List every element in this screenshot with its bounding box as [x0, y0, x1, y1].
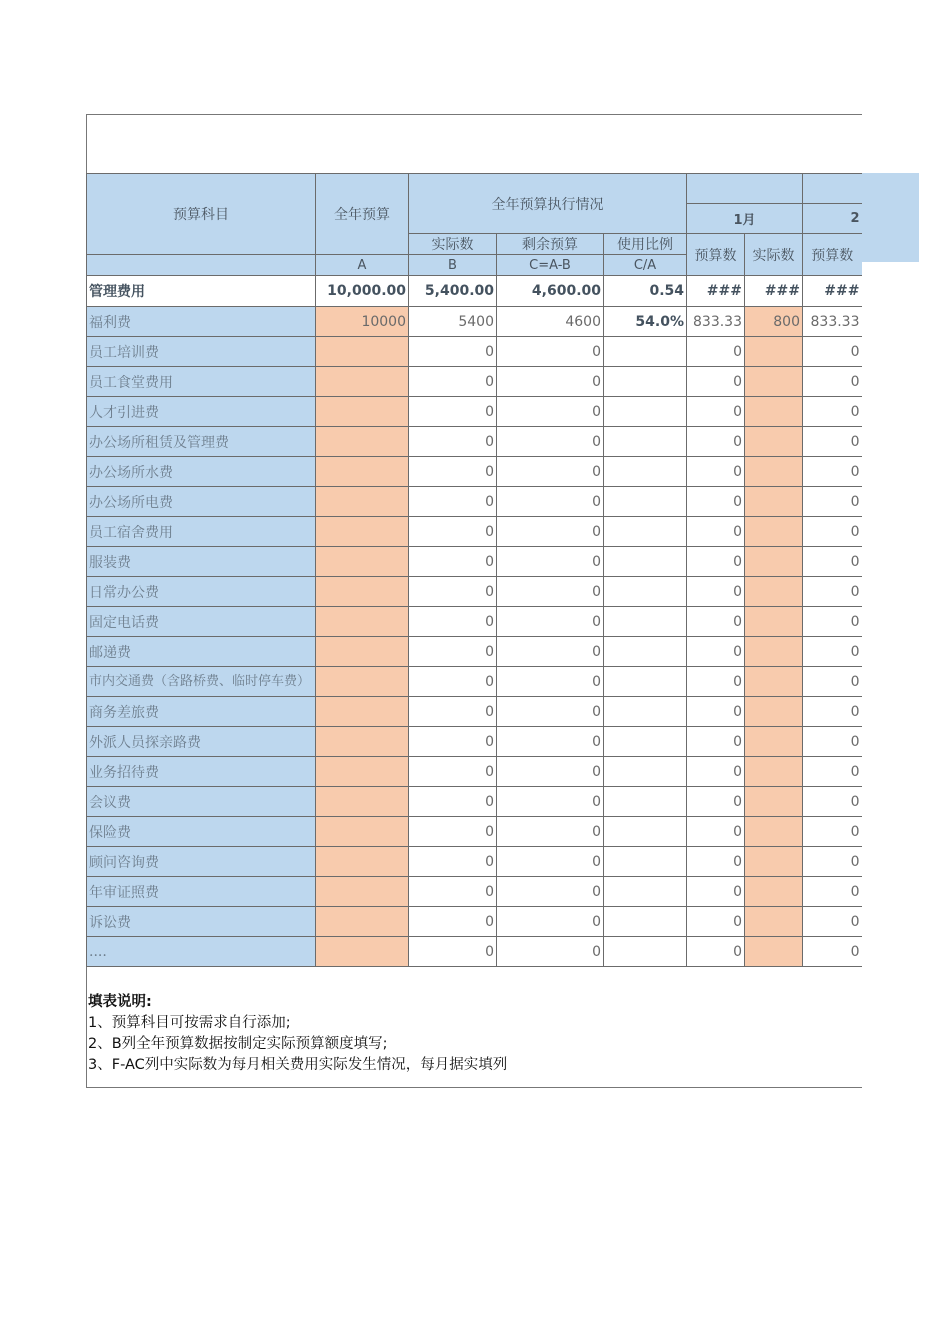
row-item-name[interactable]: 诉讼费 — [87, 907, 316, 937]
header-month-group-blank — [687, 174, 803, 204]
row-m1-actual[interactable] — [745, 367, 803, 397]
row-m2-budget[interactable]: 0 — [803, 787, 862, 817]
row-m2-budget[interactable]: 0 — [803, 757, 862, 787]
row-remaining[interactable]: 0 — [497, 787, 604, 817]
header-m1-actual: 实际数 — [745, 234, 803, 276]
row-actual[interactable]: 0 — [409, 847, 497, 877]
row-m1-budget[interactable]: 0 — [687, 817, 745, 847]
row-m1-actual[interactable] — [745, 907, 803, 937]
summary-remaining[interactable]: 4,600.00 — [497, 276, 604, 307]
row-m1-actual[interactable] — [745, 337, 803, 367]
row-remaining[interactable]: 0 — [497, 517, 604, 547]
row-m1-budget[interactable]: 0 — [687, 727, 745, 757]
row-m1-actual[interactable] — [745, 817, 803, 847]
table-row — [87, 397, 862, 427]
row-m1-budget[interactable]: 0 — [687, 877, 745, 907]
row-actual[interactable]: 5400 — [409, 307, 497, 337]
row-remaining[interactable]: 0 — [497, 667, 604, 697]
row-m1-actual[interactable] — [745, 457, 803, 487]
row-usage-ratio[interactable] — [604, 937, 687, 967]
table-row — [87, 727, 862, 757]
row-annual-budget[interactable] — [316, 577, 409, 607]
row-actual[interactable]: 0 — [409, 577, 497, 607]
row-item-name[interactable]: 会议费 — [87, 787, 316, 817]
row-item-name[interactable]: 保险费 — [87, 817, 316, 847]
row-usage-ratio[interactable] — [604, 457, 687, 487]
notes-title: 填表说明: — [88, 994, 152, 1010]
header-usage-ratio: 使用比例 — [604, 234, 687, 255]
row-m2-budget[interactable]: 0 — [803, 577, 862, 607]
row-m1-actual[interactable] — [745, 697, 803, 727]
table-row — [87, 877, 862, 907]
row-usage-ratio[interactable] — [604, 817, 687, 847]
row-m1-budget[interactable]: 0 — [687, 937, 745, 967]
row-remaining[interactable]: 0 — [497, 397, 604, 427]
row-annual-budget[interactable] — [316, 637, 409, 667]
row-item-name[interactable]: 办公场所租赁及管理费 — [87, 427, 316, 457]
header-m1-budget: 预算数 — [687, 234, 745, 276]
row-m1-actual[interactable] — [745, 667, 803, 697]
summary-label[interactable]: 管理费用 — [87, 276, 316, 307]
row-m1-budget[interactable]: 833.33 — [687, 307, 745, 337]
row-m1-actual[interactable] — [745, 397, 803, 427]
row-remaining[interactable]: 0 — [497, 427, 604, 457]
row-m2-budget[interactable]: 0 — [803, 907, 862, 937]
row-remaining[interactable]: 0 — [497, 457, 604, 487]
table-row — [87, 787, 862, 817]
row-remaining[interactable]: 0 — [497, 577, 604, 607]
row-m1-budget[interactable]: 0 — [687, 397, 745, 427]
row-m1-actual[interactable] — [745, 607, 803, 637]
notes-line: 1、预算科目可按需求自行添加; — [88, 1015, 291, 1031]
row-m1-budget[interactable]: 0 — [687, 637, 745, 667]
row-m2-budget[interactable]: 0 — [803, 847, 862, 877]
row-m1-budget[interactable]: 0 — [687, 907, 745, 937]
row-remaining[interactable]: 0 — [497, 367, 604, 397]
row-m1-actual[interactable] — [745, 727, 803, 757]
row-annual-budget[interactable] — [316, 607, 409, 637]
row-annual-budget[interactable] — [316, 757, 409, 787]
row-annual-budget[interactable] — [316, 547, 409, 577]
row-m2-budget[interactable]: 0 — [803, 667, 862, 697]
row-item-name[interactable]: 人才引进费 — [87, 397, 316, 427]
row-usage-ratio[interactable] — [604, 427, 687, 457]
row-remaining[interactable]: 0 — [497, 337, 604, 367]
row-annual-budget[interactable] — [316, 847, 409, 877]
row-annual-budget[interactable] — [316, 727, 409, 757]
row-usage-ratio[interactable] — [604, 607, 687, 637]
row-m2-budget[interactable]: 0 — [803, 877, 862, 907]
row-remaining[interactable]: 0 — [497, 907, 604, 937]
table-row — [87, 337, 862, 367]
row-annual-budget[interactable] — [316, 937, 409, 967]
row-item-name[interactable]: 日常办公费 — [87, 577, 316, 607]
row-m1-actual[interactable] — [745, 847, 803, 877]
table-row — [87, 697, 862, 727]
row-usage-ratio[interactable] — [604, 787, 687, 817]
sheet-frame-bottom — [86, 1087, 862, 1088]
row-usage-ratio[interactable] — [604, 877, 687, 907]
row-remaining[interactable]: 0 — [497, 877, 604, 907]
summary-annual[interactable]: 10,000.00 — [316, 276, 409, 307]
row-actual[interactable]: 0 — [409, 457, 497, 487]
row-m1-budget[interactable]: 0 — [687, 337, 745, 367]
row-m1-actual[interactable] — [745, 937, 803, 967]
row-m2-budget[interactable]: 0 — [803, 637, 862, 667]
row-m2-budget[interactable]: 0 — [803, 457, 862, 487]
table-row — [87, 607, 862, 637]
row-m1-actual[interactable] — [745, 487, 803, 517]
row-item-name[interactable]: 办公场所水费 — [87, 457, 316, 487]
table-row — [87, 577, 862, 607]
row-usage-ratio[interactable] — [604, 847, 687, 877]
header-overflow-fill — [861, 173, 919, 262]
summary-m1-actual[interactable]: ### — [745, 276, 803, 307]
row-remaining[interactable]: 0 — [497, 697, 604, 727]
row-actual[interactable]: 0 — [409, 697, 497, 727]
row-m2-budget[interactable]: 0 — [803, 337, 862, 367]
row-m1-actual[interactable] — [745, 547, 803, 577]
header-remaining: 剩余预算 — [497, 234, 604, 255]
header-col-a: A — [316, 255, 409, 276]
row-m2-budget[interactable]: 0 — [803, 817, 862, 847]
row-m2-budget[interactable]: 0 — [803, 517, 862, 547]
table-row — [87, 307, 862, 337]
header-blank-letter — [87, 255, 316, 276]
row-remaining[interactable]: 4600 — [497, 307, 604, 337]
row-item-name[interactable]: 年审证照费 — [87, 877, 316, 907]
row-m1-actual[interactable] — [745, 787, 803, 817]
row-item-name[interactable]: 商务差旅费 — [87, 697, 316, 727]
row-item-name[interactable]: 办公场所电费 — [87, 487, 316, 517]
notes-line: 2、B列全年预算数据按制定实际预算额度填写; — [88, 1036, 388, 1052]
row-m1-budget[interactable]: 0 — [687, 667, 745, 697]
row-annual-budget[interactable] — [316, 787, 409, 817]
row-actual[interactable]: 0 — [409, 367, 497, 397]
table-row — [87, 667, 862, 697]
row-actual[interactable]: 0 — [409, 907, 497, 937]
row-actual[interactable]: 0 — [409, 937, 497, 967]
row-remaining[interactable]: 0 — [497, 547, 604, 577]
row-actual[interactable]: 0 — [409, 397, 497, 427]
row-item-name[interactable]: 顾问咨询费 — [87, 847, 316, 877]
row-m1-actual[interactable] — [745, 877, 803, 907]
table-row — [87, 367, 862, 397]
row-actual[interactable]: 0 — [409, 877, 497, 907]
summary-ratio[interactable]: 0.54 — [604, 276, 687, 307]
row-annual-budget[interactable] — [316, 337, 409, 367]
row-usage-ratio[interactable]: 54.0% — [604, 307, 687, 337]
row-usage-ratio[interactable] — [604, 547, 687, 577]
row-annual-budget[interactable] — [316, 517, 409, 547]
row-actual[interactable]: 0 — [409, 517, 497, 547]
header-m2-budget: 预算数 — [803, 234, 862, 276]
row-usage-ratio[interactable] — [604, 487, 687, 517]
row-m1-budget[interactable]: 0 — [687, 547, 745, 577]
row-m1-actual[interactable] — [745, 757, 803, 787]
header-month-1: 1月 — [687, 204, 803, 234]
row-m1-budget[interactable]: 0 — [687, 757, 745, 787]
row-m1-actual[interactable] — [745, 517, 803, 547]
row-annual-budget[interactable] — [316, 487, 409, 517]
row-usage-ratio[interactable] — [604, 697, 687, 727]
row-m2-budget[interactable]: 0 — [803, 487, 862, 517]
row-m2-budget[interactable]: 0 — [803, 397, 862, 427]
table-row — [87, 817, 862, 847]
summary-m1-budget[interactable]: ### — [687, 276, 745, 307]
header-col-ca: C/A — [604, 255, 687, 276]
row-annual-budget[interactable] — [316, 877, 409, 907]
row-remaining[interactable]: 0 — [497, 487, 604, 517]
table-row — [87, 907, 862, 937]
row-usage-ratio[interactable] — [604, 367, 687, 397]
row-m1-actual[interactable] — [745, 637, 803, 667]
header-month-group-blank-2 — [803, 174, 862, 204]
row-annual-budget[interactable] — [316, 457, 409, 487]
row-actual[interactable]: 0 — [409, 667, 497, 697]
row-item-name[interactable]: 福利费 — [87, 307, 316, 337]
row-m1-budget[interactable]: 0 — [687, 427, 745, 457]
row-actual[interactable]: 0 — [409, 547, 497, 577]
table-row — [87, 847, 862, 877]
row-item-name[interactable]: 员工宿舍费用 — [87, 517, 316, 547]
row-item-name[interactable]: 市内交通费（含路桥费、临时停车费） — [87, 667, 316, 697]
row-actual[interactable]: 0 — [409, 787, 497, 817]
header-annual-budget: 全年预算 — [316, 174, 409, 255]
table-row — [87, 517, 862, 547]
row-actual[interactable]: 0 — [409, 487, 497, 517]
fill-instructions — [88, 992, 507, 1076]
row-m2-budget[interactable]: 0 — [803, 367, 862, 397]
row-m1-budget[interactable]: 0 — [687, 607, 745, 637]
row-annual-budget[interactable] — [316, 397, 409, 427]
row-item-name[interactable]: .... — [87, 937, 316, 967]
row-actual[interactable]: 0 — [409, 757, 497, 787]
row-actual[interactable]: 0 — [409, 607, 497, 637]
header-item: 预算科目 — [87, 174, 316, 255]
header-col-c: C=A-B — [497, 255, 604, 276]
row-item-name[interactable]: 服装费 — [87, 547, 316, 577]
row-m1-actual[interactable] — [745, 427, 803, 457]
row-m1-budget[interactable]: 0 — [687, 847, 745, 877]
row-annual-budget[interactable] — [316, 907, 409, 937]
table-row — [87, 487, 862, 517]
row-usage-ratio[interactable] — [604, 637, 687, 667]
summary-row — [87, 276, 862, 307]
table-row — [87, 937, 862, 967]
row-item-name[interactable]: 外派人员探亲路费 — [87, 727, 316, 757]
row-usage-ratio[interactable] — [604, 907, 687, 937]
row-m1-budget[interactable]: 0 — [687, 517, 745, 547]
row-m1-budget[interactable]: 0 — [687, 367, 745, 397]
row-m1-budget[interactable]: 0 — [687, 487, 745, 517]
table-row — [87, 457, 862, 487]
row-actual[interactable]: 0 — [409, 637, 497, 667]
row-remaining[interactable]: 0 — [497, 727, 604, 757]
header-col-b: B — [409, 255, 497, 276]
row-remaining[interactable]: 0 — [497, 817, 604, 847]
row-m1-budget[interactable]: 0 — [687, 697, 745, 727]
table-row — [87, 547, 862, 577]
sheet-frame-top — [86, 114, 862, 115]
row-item-name[interactable]: 邮递费 — [87, 637, 316, 667]
row-m1-budget[interactable]: 0 — [687, 577, 745, 607]
row-m2-budget[interactable]: 0 — [803, 607, 862, 637]
row-actual[interactable]: 0 — [409, 337, 497, 367]
row-usage-ratio[interactable] — [604, 757, 687, 787]
row-remaining[interactable]: 0 — [497, 847, 604, 877]
summary-m2-budget[interactable]: ### — [803, 276, 862, 307]
row-usage-ratio[interactable] — [604, 517, 687, 547]
table-row — [87, 637, 862, 667]
row-annual-budget[interactable] — [316, 427, 409, 457]
header-actual: 实际数 — [409, 234, 497, 255]
row-actual[interactable]: 0 — [409, 727, 497, 757]
row-m2-budget[interactable]: 0 — [803, 727, 862, 757]
row-item-name[interactable]: 员工食堂费用 — [87, 367, 316, 397]
table-row — [87, 427, 862, 457]
row-m2-budget[interactable]: 0 — [803, 937, 862, 967]
row-m2-budget[interactable]: 0 — [803, 697, 862, 727]
header-month-2: 2 — [803, 204, 862, 234]
row-m2-budget[interactable]: 0 — [803, 547, 862, 577]
header-execution: 全年预算执行情况 — [409, 174, 687, 234]
row-remaining[interactable]: 0 — [497, 637, 604, 667]
row-remaining[interactable]: 0 — [497, 937, 604, 967]
row-annual-budget[interactable] — [316, 817, 409, 847]
row-remaining[interactable]: 0 — [497, 607, 604, 637]
row-usage-ratio[interactable] — [604, 337, 687, 367]
notes-line: 3、F-AC列中实际数为每月相关费用实际发生情况，每月据实填列 — [88, 1057, 508, 1073]
row-m1-budget[interactable]: 0 — [687, 457, 745, 487]
row-m1-budget[interactable]: 0 — [687, 787, 745, 817]
row-m2-budget[interactable]: 833.33 — [803, 307, 862, 337]
row-actual[interactable]: 0 — [409, 427, 497, 457]
table-row — [87, 757, 862, 787]
row-annual-budget[interactable] — [316, 367, 409, 397]
row-actual[interactable]: 0 — [409, 817, 497, 847]
row-m1-actual[interactable]: 800 — [745, 307, 803, 337]
row-usage-ratio[interactable] — [604, 667, 687, 697]
row-m1-actual[interactable] — [745, 577, 803, 607]
row-item-name[interactable]: 业务招待费 — [87, 757, 316, 787]
row-annual-budget[interactable]: 10000 — [316, 307, 409, 337]
row-usage-ratio[interactable] — [604, 397, 687, 427]
row-m2-budget[interactable]: 0 — [803, 427, 862, 457]
row-item-name[interactable]: 员工培训费 — [87, 337, 316, 367]
budget-table — [86, 173, 862, 967]
row-usage-ratio[interactable] — [604, 577, 687, 607]
row-annual-budget[interactable] — [316, 697, 409, 727]
row-usage-ratio[interactable] — [604, 727, 687, 757]
row-item-name[interactable]: 固定电话费 — [87, 607, 316, 637]
row-annual-budget[interactable] — [316, 667, 409, 697]
row-remaining[interactable]: 0 — [497, 757, 604, 787]
summary-actual[interactable]: 5,400.00 — [409, 276, 497, 307]
